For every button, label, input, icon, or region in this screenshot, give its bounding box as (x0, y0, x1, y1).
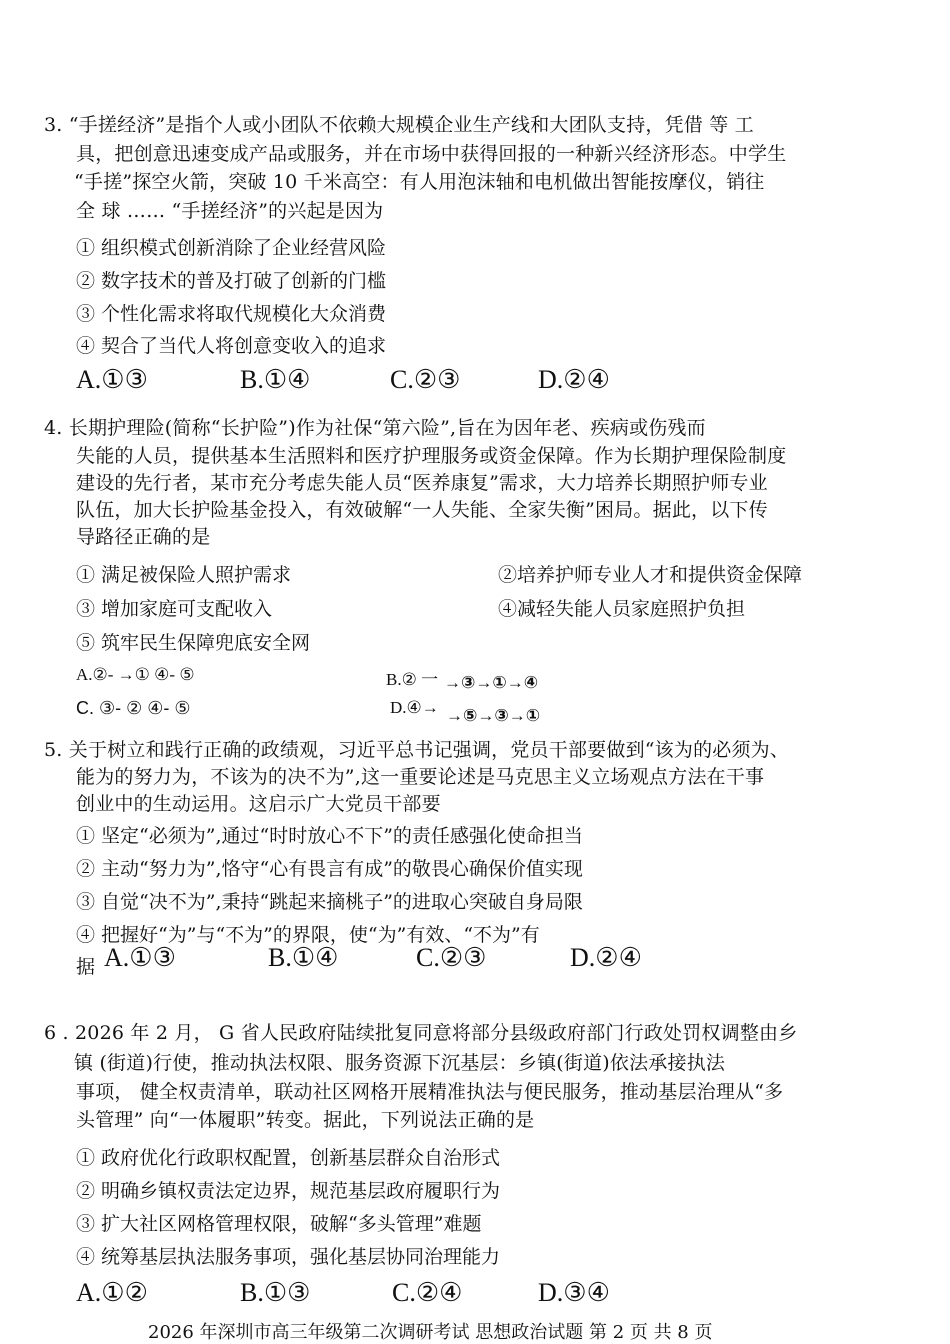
q3-choice-d[interactable]: D.②④ (538, 365, 610, 394)
q5-choice-b[interactable]: B.①④ (268, 943, 339, 972)
q5-statement-4: ④ 把握好“为”与“不为”的界限，使“为”有效、“不为”有 (76, 924, 540, 946)
q3-choice-a[interactable]: A.①③ (76, 365, 148, 394)
q4-choice-d-path: →⑤→③→① (446, 706, 541, 725)
q4-choice-b[interactable] (386, 665, 438, 690)
q4-stem-line-3: 建设的先行者，某市充分考虑失能人员“医养康复”需求，大力培养长期照护师专业 (76, 472, 768, 494)
q6-choice-a[interactable]: A.①② (76, 1278, 148, 1307)
q3-statement-1: ① 组织模式创新消除了企业经营风险 (76, 237, 387, 259)
q5-choice-a[interactable]: A.①③ (104, 943, 176, 972)
q5-statement-2: ② 主动“努力为”,恪守“心有畏言有成”的敬畏心确保价值实现 (76, 858, 583, 880)
q3-stem-line-3: “手搓”探空火箭，突破 10 千米高空：有人用泡沫轴和电机做出智能按摩仪，销往 (74, 171, 765, 193)
q4-choice-a[interactable]: A.②- →① ④- ⑤ (76, 665, 195, 684)
q3-stem-line-1: 3. “手搓经济”是指个人或小团队不依赖大规模企业生产线和大团队支持，凭借 等 工 (44, 114, 754, 136)
q3-stem-line-4: 全 球 …… “手搓经济”的兴起是因为 (76, 200, 384, 222)
q6-stem-line-4: 头管理” 向“一体履职”转变。据此，下列说法正确的是 (76, 1109, 535, 1131)
q4-stem-line-1: 4. 长期护理险(简称“长护险”)作为社保“第六险”,旨在为因年老、疾病或伤残而 (44, 417, 706, 439)
q3-stem-line-2: 具，把创意迅速变成产品或服务，并在市场中获得回报的一种新兴经济形态。中学生 (76, 143, 787, 165)
q5-stem-line-2: 能为的努力为，不该为的决不为”,这一重要论述是马克思主义立场观点方法在干事 (76, 766, 765, 788)
q6-stem-line-1: 6 . 2026 年 2 月， G 省人民政府陆续批复同意将部分县级政府部门行政处罚权调整由乡 (44, 1022, 798, 1044)
q3-statement-3: ③ 个性化需求将取代规模化大众消费 (76, 303, 387, 325)
q4-choice-c[interactable]: C. ③- ② ④- ⑤ (76, 698, 191, 718)
q5-stem-line-3: 创业中的生动运用。这启示广大党员干部要 (76, 793, 441, 815)
q4-choice-b-prefix: B.② 一 (386, 670, 439, 689)
q4-choice-d[interactable] (390, 698, 439, 718)
q5-statement-1: ① 坚定“必须为”,通过“时时放心不下”的责任感强化使命担当 (76, 825, 583, 847)
q5-stem-line-1: 5. 关于树立和践行正确的政绩观，习近平总书记强调，党员干部要做到“该为的必须为、 (44, 739, 790, 761)
q5-choice-c[interactable]: C.②③ (416, 943, 487, 972)
q6-statement-3: ③ 扩大社区网格管理权限，破解“多头管理”难题 (76, 1213, 482, 1235)
page-footer: 2026 年深圳市高三年级第二次调研考试 思想政治试题 第 2 页 共 8 页 (148, 1322, 713, 1343)
q5-choice-d[interactable]: D.②④ (570, 943, 642, 972)
q6-stem-line-3: 事项， 健全权责清单，联动社区网格开展精准执法与便民服务，推动基层治理从“多 (76, 1081, 784, 1103)
q6-choice-d[interactable]: D.③④ (538, 1278, 610, 1307)
q6-statement-4: ④ 统筹基层执法服务事项，强化基层协同治理能力 (76, 1246, 501, 1268)
q3-choice-b[interactable]: B.①④ (240, 365, 311, 394)
q3-statement-4: ④ 契合了当代人将创意变收入的追求 (76, 335, 387, 357)
q4-statement-3: ③ 增加家庭可支配收入 (76, 598, 273, 620)
q4-stem-line-2: 失能的人员，提供基本生活照料和医疗护理服务或资金保障。作为长期护理保险制度 (76, 445, 787, 467)
q5-statement-4-tail: 据 (76, 956, 96, 978)
q3-choice-c[interactable]: C.②③ (390, 365, 461, 394)
q4-choice-d-prefix: D.④→ (390, 698, 439, 717)
q3-statement-2: ② 数字技术的普及打破了创新的门槛 (76, 270, 387, 292)
q6-statement-2: ② 明确乡镇权责法定边界，规范基层政府履职行为 (76, 1180, 501, 1202)
q4-statement-2: ②培养护师专业人才和提供资金保障 (498, 564, 803, 586)
q5-statement-3: ③ 自觉“决不为”,秉持“跳起来摘桃子”的进取心突破自身局限 (76, 891, 583, 913)
q4-statement-1: ① 满足被保险人照护需求 (76, 564, 292, 586)
q6-choice-b[interactable]: B.①③ (240, 1278, 311, 1307)
q4-statement-5: ⑤ 筑牢民生保障兜底安全网 (76, 632, 311, 654)
q4-stem-line-4: 队伍，加大长护险基金投入，有效破解“一人失能、全家失衡”困局。据此，以下传 (76, 499, 768, 521)
q4-stem-line-5: 导路径正确的是 (76, 526, 211, 548)
q6-choice-c[interactable]: C.②④ (392, 1278, 463, 1307)
q4-choice-b-path: →③→①→④ (444, 673, 539, 692)
q4-statement-4: ④减轻失能人员家庭照护负担 (498, 598, 746, 620)
q6-stem-line-2: 镇 (街道)行使，推动执法权限、服务资源下沉基层：乡镇(街道)依法承接执法 (74, 1052, 726, 1074)
q6-statement-1: ① 政府优化行政职权配置，创新基层群众自治形式 (76, 1147, 501, 1169)
